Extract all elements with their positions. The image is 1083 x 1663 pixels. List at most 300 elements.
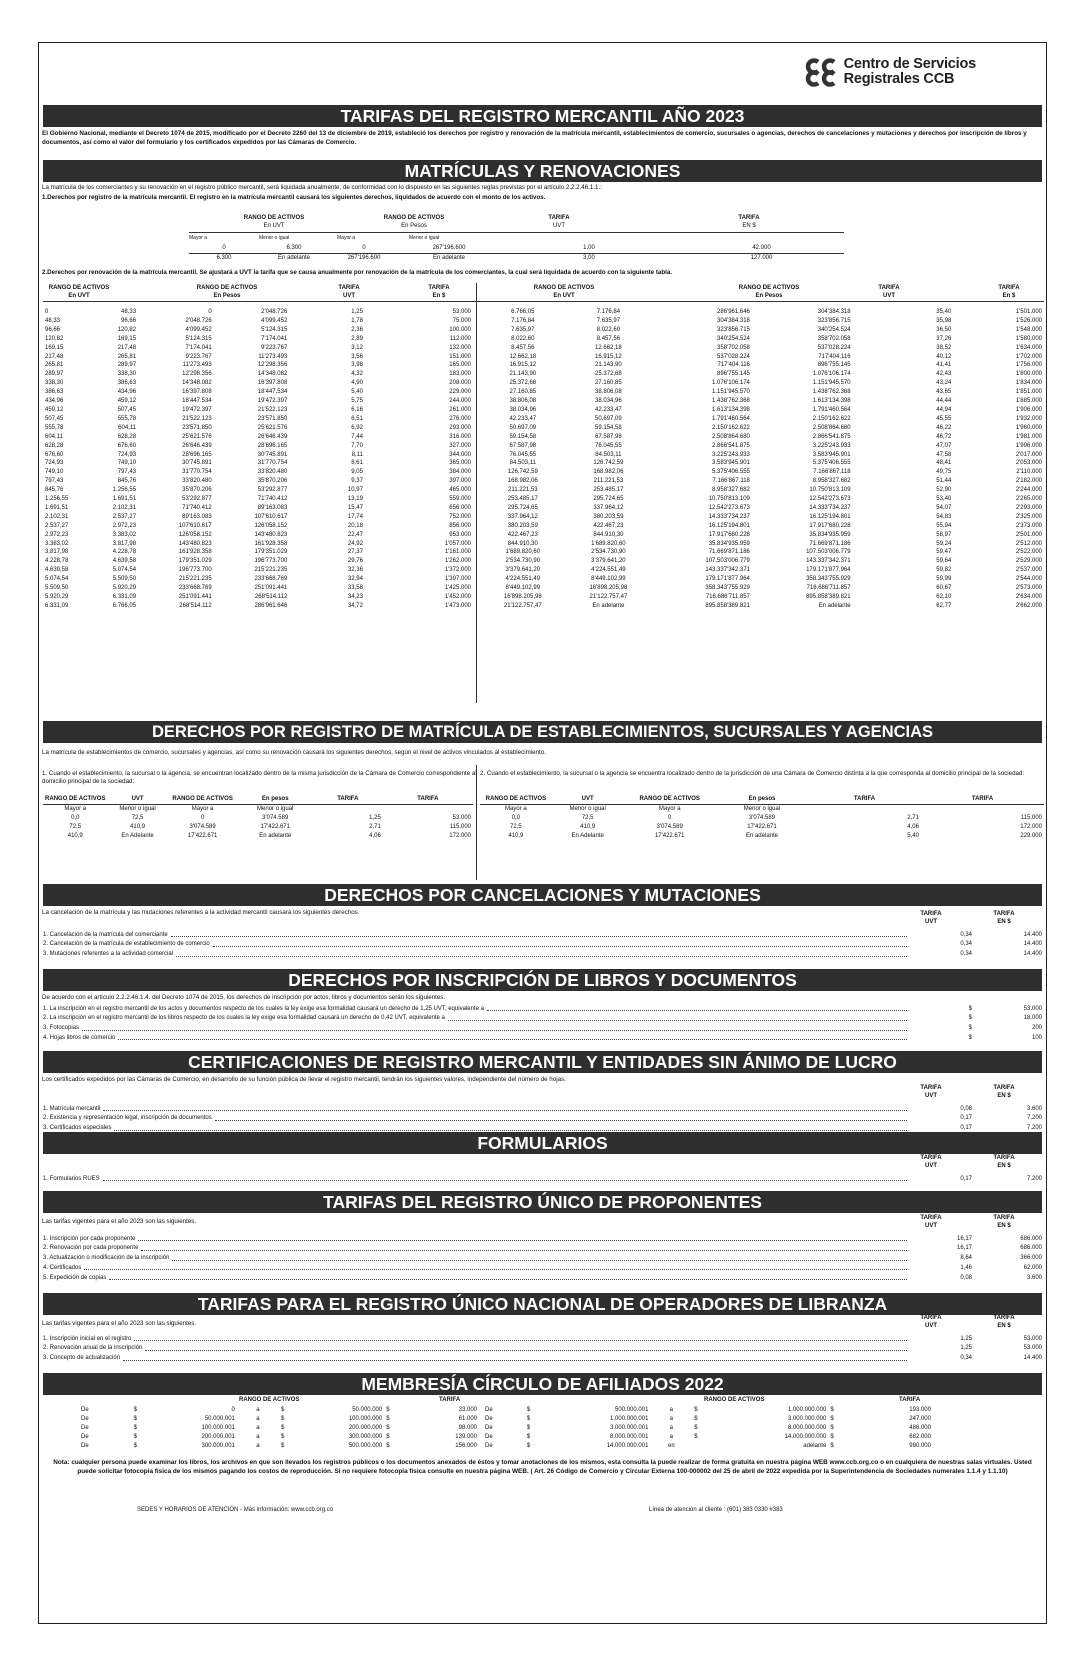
table-row (480, 317, 1044, 326)
table-cell: 3.583'945.901 (712, 460, 750, 467)
table-cell: 6,51 (351, 415, 363, 422)
table-cell: 100.000.000 (348, 1415, 383, 1422)
table-cell: 50.697,09 (509, 424, 537, 431)
table-cell: 53,40 (936, 496, 952, 503)
fee-label: 1. Cancelación de la matrícula del comerciante (43, 931, 168, 938)
table-cell: 8.457,56 (596, 335, 621, 342)
big-h-rango: RANGO DE ACTIVOS En UVT (48, 285, 110, 299)
table-cell: 211.221,53 (593, 478, 624, 485)
table-cell: 251'091.441 (254, 585, 288, 592)
table-cell: 27.160,85 (595, 380, 622, 387)
table-cell: 33,58 (347, 585, 363, 592)
table-cell: 244.000 (449, 398, 471, 405)
fee-row (43, 949, 1042, 959)
table-cell: 0 (45, 309, 49, 315)
table-cell: 4.639,58 (45, 567, 69, 574)
fee-pesos: 53.000 (1023, 1005, 1042, 1012)
fee-row (43, 1023, 1042, 1033)
table-cell: $ (526, 1442, 531, 1449)
table-cell: a (669, 1415, 674, 1422)
fee-header-pesos: TARIFA EN $ (993, 1155, 1015, 1169)
fee-header-uvt: TARIFA UVT (920, 1315, 942, 1329)
table-cell: 2'634.000 (1015, 594, 1042, 600)
table-row (43, 424, 473, 433)
table-cell: a (669, 1424, 674, 1431)
table-cell: 17'422.671 (654, 832, 685, 839)
table-cell: 2'048.726 (185, 317, 212, 324)
table-cell: 16'898.205,98 (589, 585, 628, 592)
table-row (43, 397, 473, 406)
table-subheader-cell: Mayor a (658, 805, 681, 812)
table-cell: 0 (208, 309, 212, 315)
table-cell: 555,78 (117, 415, 137, 422)
dot-leader (118, 1039, 907, 1040)
fee-header-pesos: TARIFA EN $ (993, 911, 1015, 925)
dot-leader (134, 1340, 907, 1341)
table-cell: 8.000.000.001 (610, 1433, 649, 1440)
fee-header-uvt: TARIFA UVT (920, 1215, 942, 1229)
table-cell: 11'273.493 (182, 362, 212, 369)
table-cell: 30'745.891 (182, 460, 212, 467)
table-cell: 233'668.769 (178, 585, 212, 592)
table-cell: 2'244.000 (1015, 487, 1042, 494)
table-cell: 676,60 (117, 442, 137, 449)
table-row (480, 415, 1044, 424)
table-cell: 3.383,02 (112, 531, 137, 538)
table-cell: 17'422.671 (747, 823, 777, 830)
table-cell: 17'422.671 (187, 832, 218, 839)
table-cell: 323'856.715 (717, 326, 750, 333)
matriculas-text-2: 1.Derechos por registro de la matrícula mercantil. El registro en la matrícula mercantil causará los siguientes derechos, liquidados de acuerdo con el monto de los activos. (42, 194, 546, 201)
table-cell: 682.000 (909, 1433, 931, 1440)
table-row (480, 566, 1044, 575)
sm-h-tarifa2: TARIFA EN $ (738, 215, 760, 229)
table-cell: 295.724,65 (593, 496, 624, 503)
table-row (480, 531, 1044, 540)
sm-h-rango-pesos: RANGO DE ACTIVOS En Pesos (383, 215, 445, 229)
table-cell: 358'702.058 (717, 344, 750, 351)
table-cell: 6.331,09 (45, 602, 69, 609)
table-cell: $ (830, 1433, 834, 1440)
table-cell: 16'898.205,98 (503, 594, 542, 600)
establecimientos-case-1: 1. Cuando el establecimiento, la sucursal o la agencia, se encuentran localizado dentro de la misma jurisdicción de la Cámara de Comercio correspondiente al domicilio principal de la sociedad: (42, 770, 477, 786)
table-cell: 1'689.820,60 (591, 540, 626, 547)
table-row (43, 522, 473, 531)
table-cell: 21'122.757,47 (589, 594, 628, 600)
table-cell: 4'224.551,49 (505, 576, 541, 583)
sm-h-tarifa: TARIFA UVT (548, 215, 570, 229)
table-cell: 276.000 (449, 415, 471, 422)
table-cell: 1'932.000 (1015, 415, 1042, 422)
table-cell: 1.691,51 (45, 504, 69, 511)
table-cell: 1,25 (369, 814, 381, 821)
table-cell: 59,47 (936, 549, 952, 556)
table-cell: 338,30 (45, 380, 64, 387)
table-cell: 132.000 (449, 344, 471, 351)
table-cell: 2'522.000 (1015, 549, 1042, 556)
table-cell: 338,30 (117, 371, 137, 378)
table-cell: 676,60 (45, 451, 64, 458)
table-cell: 30'745.891 (257, 451, 288, 458)
table-cell: 896'755.145 (717, 371, 750, 378)
big-h-pesos-r: RANGO DE ACTIVOS En Pesos (738, 285, 800, 299)
table-cell: 295.724,65 (507, 504, 538, 511)
table-cell: $ (280, 1415, 285, 1422)
table-cell: 8.000.000.000 (787, 1424, 827, 1431)
table-cell: 112.000 (449, 335, 471, 342)
table-row (79, 1433, 479, 1442)
table-cell: 100.000.001 (201, 1424, 235, 1431)
table-cell: 2'053.000 (1015, 460, 1042, 467)
table-cell: 16.125'194.801 (708, 522, 750, 529)
table-cell: En adelante (259, 832, 292, 839)
table-cell: 895.858'389.821 (806, 594, 851, 600)
table-cell: 3.225'243.933 (712, 451, 750, 458)
table-cell: 2.866'541.875 (712, 442, 750, 449)
table-cell: $ (280, 1433, 285, 1440)
dot-leader (487, 1010, 907, 1011)
table-cell: 172.000 (449, 832, 471, 839)
table-cell: 45,55 (936, 415, 952, 422)
table-cell: 717'404.116 (818, 353, 851, 360)
table-cell: 555,78 (45, 424, 64, 431)
table-row (189, 253, 844, 262)
table-cell: 380.203,59 (507, 522, 538, 529)
table-cell: 293.000 (449, 424, 471, 431)
table-subheader-cell: Menor o igual (257, 805, 294, 812)
table-cell: 2'512.000 (1015, 540, 1042, 547)
dot-leader (448, 1020, 907, 1021)
table-cell: 537'028.224 (817, 344, 851, 351)
table-subheader-cell: Mayor a (505, 805, 527, 812)
table-cell: En Adelante (571, 832, 604, 839)
table-cell: 127.000 (750, 254, 773, 261)
table-cell: 300.000.001 (201, 1442, 235, 1449)
table-cell: 1'702.000 (1015, 353, 1042, 360)
table-cell: 96,66 (121, 317, 137, 324)
table-cell: 7.176,84 (596, 309, 621, 315)
table-cell: 434,96 (45, 398, 64, 405)
dot-leader (215, 1120, 907, 1121)
fee-uvt: 16,17 (956, 1235, 972, 1242)
table-cell: 5,40 (907, 832, 919, 839)
table-cell: 1'885.000 (1015, 398, 1042, 405)
table-cell: 71'740.412 (182, 504, 212, 511)
table-cell: 59,82 (936, 567, 952, 574)
table-cell: 7.166'867.118 (712, 478, 750, 485)
sm-menor2: Menor o igual (409, 235, 440, 241)
table-cell: 12.542'273.673 (809, 496, 851, 503)
fee-pesos: 14.400 (1023, 941, 1042, 948)
table-cell: 33'820.480 (257, 469, 288, 476)
fee-uvt: $ (968, 1005, 972, 1012)
table-cell: 1.000.000.000 (787, 1407, 827, 1413)
table-cell: 304'384.318 (817, 309, 851, 315)
table-row (480, 361, 1044, 370)
table-cell: 1.076'106.174 (812, 371, 851, 378)
libros-text: De acuerdo con el artículo 2.2.2.46.1.4. del Decreto 1074 de 2015, los derechos de inscripción por actos, libros y documentos serán los siguientes. (42, 994, 446, 1001)
fee-label: 4. Certificados (43, 1265, 82, 1272)
sm-mayor2: Mayor a (337, 235, 356, 241)
table-cell: 265,81 (117, 353, 137, 360)
table-cell: 656.000 (449, 504, 471, 511)
fee-label: 4. Hojas libros de comercio (43, 1035, 116, 1042)
table-cell: 21'122.757,47 (503, 602, 542, 609)
membership-table-right (483, 1406, 933, 1451)
table-subheader-cell: Menor o igual (569, 805, 606, 812)
table-cell: 67.587,98 (595, 433, 622, 440)
table-cell: 51,44 (936, 478, 952, 485)
table-cell: 1.691,51 (112, 496, 137, 503)
table-cell: 196'773.700 (178, 567, 212, 574)
table-cell: 179'351.029 (178, 558, 212, 565)
table-cell: 35,40 (936, 309, 952, 315)
table-cell: 410,9 (508, 832, 524, 839)
table-cell: 410,9 (67, 832, 83, 839)
table-cell: 289,97 (117, 362, 137, 369)
table-cell: 47,58 (936, 451, 952, 458)
table-cell: 1'851.000 (1015, 389, 1042, 396)
table-cell: 8.457,56 (511, 344, 535, 351)
table-row (480, 814, 1044, 823)
table-cell: 268'514.112 (179, 602, 212, 609)
certificaciones-text: Los certificados expedidos por las Cámaras de Comercio, en desarrollo de su función pública de llevar el registro mercantil, tendrán los siguientes valores, independiente del número de hojas. (42, 1076, 566, 1083)
table-cell: 365.000 (449, 460, 471, 467)
proponentes-text: Las tarifas vigentes para el año 2023 son las siguientes. (42, 1218, 197, 1225)
table-cell: 89'163.083 (257, 504, 288, 511)
table-cell: 53.000 (452, 814, 471, 821)
table-cell: De (485, 1407, 493, 1413)
table-cell: 20,18 (347, 522, 363, 529)
table-cell: 21'522.123 (182, 415, 212, 422)
table-cell: 46,22 (936, 424, 952, 431)
table-cell: De (81, 1415, 89, 1422)
dot-leader (213, 946, 907, 947)
table-cell: 1.000.000.001 (610, 1415, 649, 1422)
table-cell: 5'124.315 (185, 335, 212, 342)
renewal-table-right (480, 308, 1044, 611)
table-cell: 29,76 (347, 558, 363, 565)
table-row (79, 1406, 479, 1415)
table-cell: 3'074.589 (262, 814, 289, 821)
membership-table-left (79, 1406, 479, 1451)
table-row (43, 575, 473, 584)
table-header-cell: En pesos (716, 795, 808, 804)
table-cell: 1.791'460.564 (712, 415, 750, 422)
table-row (480, 504, 1044, 513)
table-cell: 286'961.646 (254, 602, 288, 609)
table-cell: 25.372,68 (595, 371, 622, 378)
table-cell: 749,10 (117, 460, 137, 467)
table-cell: 38.034,96 (509, 406, 537, 413)
table-cell: 752.000 (449, 513, 471, 520)
table-cell: $ (386, 1424, 390, 1431)
table-cell: 2,71 (907, 814, 919, 821)
table-cell: 844.910,30 (593, 531, 624, 538)
table-row (480, 823, 1044, 832)
table-cell: De (485, 1424, 493, 1431)
logo-line-1: Centro de Servicios (843, 56, 976, 72)
table-cell: 156.000 (455, 1442, 477, 1449)
table-cell: 316.000 (449, 433, 471, 440)
table-cell: 48,33 (121, 309, 137, 315)
fee-label: 2. Renovación anual de la inscripción (43, 1345, 143, 1352)
fee-label: 3. Certificados especiales (43, 1125, 112, 1132)
table-cell: 179.171'877.964 (705, 576, 750, 583)
table-cell: 43,65 (936, 389, 952, 396)
table-cell: 12.662,18 (509, 353, 537, 360)
table-cell: $ (133, 1424, 137, 1431)
table-cell: 2.508'864.680 (812, 424, 851, 431)
table-cell: $ (386, 1433, 390, 1440)
table-cell: 749,10 (45, 469, 64, 476)
table-cell: 9'223.767 (261, 344, 288, 351)
table-cell: 3'379.641,20 (505, 567, 541, 574)
table-cell: $ (526, 1407, 531, 1413)
table-cell: 2'529.000 (1015, 558, 1042, 565)
table-row (43, 540, 473, 549)
fee-uvt: 1,25 (960, 1335, 972, 1342)
table-cell: a (256, 1433, 260, 1440)
table-cell: De (485, 1442, 493, 1449)
table-cell: 21'522.123 (257, 406, 288, 413)
table-cell: 4.228,78 (45, 558, 69, 565)
table-cell: 14'348.082 (182, 380, 212, 387)
table-row (480, 451, 1044, 460)
footer-sedes[interactable]: SEDES Y HORARIOS DE ATENCIÓN - Más información: www.ccb.org.co (137, 1507, 334, 1513)
table-row (43, 344, 473, 353)
table-cell: 604,11 (45, 433, 63, 440)
table-cell: 59.154,58 (595, 424, 622, 431)
fee-row (43, 1272, 1042, 1282)
table-row (43, 513, 473, 522)
table-cell: 17'422.671 (260, 823, 290, 830)
table-cell: 337.964,12 (507, 513, 538, 520)
fee-pesos: 686.000 (1020, 1235, 1042, 1242)
fee-label: 3. Concepto de actualización (43, 1355, 121, 1362)
table-cell: 628,28 (117, 433, 137, 440)
table-cell: 33'820.480 (182, 478, 212, 485)
table-cell: En adelante (277, 254, 311, 261)
table-cell: 168.982,06 (593, 469, 624, 476)
table-cell: 953.000 (449, 531, 471, 538)
table-cell: 35.834'935.959 (809, 531, 851, 538)
table-cell: 500.000.000 (348, 1442, 383, 1449)
table-cell: 3'379.641,20 (591, 558, 626, 565)
table-cell: 179'351.029 (254, 549, 288, 556)
table-cell: 895.858'389.821 (705, 602, 750, 609)
table-cell: 42.233,47 (509, 415, 537, 422)
table-cell: 253.485,17 (507, 496, 538, 503)
table-cell: 165.000 (449, 362, 471, 369)
table-row (480, 459, 1044, 468)
table-row (483, 1406, 933, 1415)
fee-uvt: 16,17 (956, 1245, 972, 1252)
table-cell: $ (694, 1424, 698, 1431)
table-cell: 126.742,59 (507, 469, 538, 476)
table-cell: 71'740.412 (257, 496, 288, 503)
table-row (483, 1433, 933, 1442)
table-cell: 31'770.754 (257, 460, 288, 467)
fee-label: 1. La inscripción en el registro mercantil de los actos y documentos respecto de los cuales la ley exige esa formalidad causará un derecho de 1,25 UVT, equivalente a (43, 1005, 484, 1012)
table-cell: 1'161.000 (444, 549, 471, 556)
table-cell: 3.817,98 (45, 549, 69, 556)
table-cell: 10.750'813.109 (809, 487, 851, 494)
table-cell: 337.964,12 (593, 504, 624, 511)
table-subheader-cell (808, 804, 921, 813)
table-row (43, 823, 473, 832)
fee-uvt: 0,34 (960, 941, 972, 948)
table-cell: 3'074.589 (748, 814, 776, 821)
fee-header-pesos: TARIFA EN $ (993, 1315, 1015, 1329)
fee-row (43, 1343, 1042, 1353)
memb-h-rango-r: RANGO DE ACTIVOS (704, 1397, 765, 1403)
table-cell: 5.375'406.555 (712, 469, 750, 476)
intro-text: El Gobierno Nacional, mediante el Decreto 1074 de 2015, modificado por el Decreto 2260 del 13 de diciembre de 2019, estableció los derechos por registro y renovación de la matrícula mercantil, establecimientos de comercio, sucursales o agencias, derechos de cancelaciones y mutaciones y derechos por inscripción de libros y documentos, así como el valor del formulario y los certificados expedidos por las Cámaras de Comercio. (42, 130, 1027, 146)
establecimientos-text: La matrícula de establecimientos de comercio, sucursales y agencias, así como su renovación causará los siguientes derechos, según el nivel de activos vinculados al establecimiento. (42, 749, 546, 756)
title-matriculas: MATRÍCULAS Y RENOVACIONES (43, 160, 1042, 182)
table-cell: 1'996.000 (1015, 442, 1042, 449)
table-cell: 856.000 (449, 522, 471, 529)
table-cell: 289,97 (45, 371, 64, 378)
matriculas-text-3: 2.Derechos por renovación de la matrícula mercantil. Se ajustará a UVT la tarifa que se causa anualmente por renovación de la matrícula de los comerciantes, la cual será liquidada de acuerdo con la siguiente tabla. (42, 269, 672, 276)
table-cell: 459,12 (117, 398, 137, 405)
table-cell: 107'610.617 (178, 522, 212, 529)
table-cell: 9,05 (351, 469, 363, 476)
table-cell: 7'174.041 (185, 344, 212, 351)
table-cell: 1.256,55 (112, 487, 137, 494)
table-row (480, 495, 1044, 504)
fee-label: 5. Expedición de copias (43, 1274, 107, 1281)
table-cell: 5'124.315 (261, 326, 288, 333)
table-cell: 500.000.001 (615, 1407, 649, 1413)
table-cell: En Adelante (121, 832, 154, 839)
table-row (43, 832, 473, 841)
sm-menor: Menor o igual (259, 235, 290, 241)
table-row (43, 379, 473, 388)
table-cell: a (256, 1407, 260, 1413)
table-cell: 67.587,98 (509, 442, 537, 449)
table-cell: a (256, 1415, 260, 1422)
table-cell: 1'473.000 (444, 602, 471, 609)
table-row (43, 584, 473, 593)
table-cell: 1'548.000 (1015, 326, 1042, 333)
table-cell: 35,98 (936, 317, 952, 324)
table-cell: 3.383,02 (45, 540, 69, 547)
fee-pesos: 200 (1031, 1025, 1042, 1032)
table-cell: 0,0 (511, 814, 521, 821)
renewal-table-left (43, 308, 473, 611)
table-cell: 7,44 (351, 433, 363, 440)
footer-linea: Línea de atención al cliente : (601) 383 0330 #383 (649, 1507, 783, 1513)
fee-row (43, 1113, 1042, 1123)
table-row (43, 495, 473, 504)
table-cell: 120,82 (117, 326, 137, 333)
table-cell: 8,11 (351, 451, 363, 458)
table-cell: 2'182.000 (1015, 478, 1042, 485)
table-cell: 2.972,23 (45, 531, 69, 538)
table-cell: 6.331,09 (112, 594, 137, 600)
branches-same-jurisdiction-table (43, 795, 473, 841)
table-cell: 1'526.000 (1015, 317, 1042, 324)
fee-uvt: 0,08 (960, 1274, 972, 1281)
table-cell: 1.613'134.398 (812, 398, 851, 405)
table-cell: 71.669'871.186 (708, 549, 750, 556)
table-cell: 151.000 (449, 353, 471, 360)
table-cell: 38,52 (936, 344, 952, 351)
table-cell: 22,47 (347, 531, 363, 538)
fee-row (43, 1262, 1042, 1272)
